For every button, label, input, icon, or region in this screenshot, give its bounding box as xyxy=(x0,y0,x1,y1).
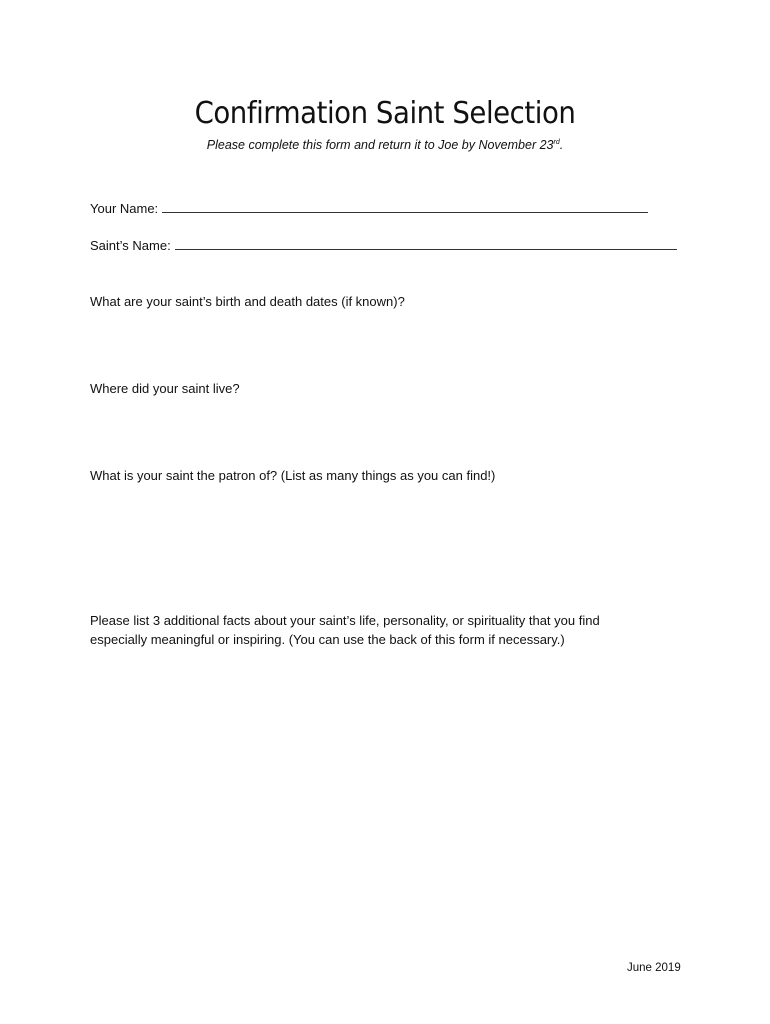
your-name-label: Your Name: xyxy=(90,201,159,216)
footer-date: June 2019 xyxy=(627,962,681,974)
instructions-ordinal-suffix: rd xyxy=(553,138,560,146)
question-saint-location: Where did your saint live? xyxy=(90,381,240,396)
saints-name-label: Saint’s Name: xyxy=(90,238,171,253)
instructions-period: . xyxy=(559,138,564,152)
saints-name-input-line[interactable] xyxy=(175,237,677,250)
your-name-input-line[interactable] xyxy=(162,200,648,213)
form-title: Confirmation Saint Selection xyxy=(194,96,576,131)
question-birth-death-dates: What are your saint’s birth and death dates (if known)? xyxy=(90,294,405,309)
your-name-field[interactable] xyxy=(90,200,648,216)
question-patronage: What is your saint the patron of? (List as many things as you can find!) xyxy=(90,468,496,483)
question-additional-facts: Please list 3 additional facts about your saint’s life, personality, or spirituality that you find especially meaningful or inspiring. (You can use the back of this form if necessary.) xyxy=(90,613,600,647)
saints-name-field[interactable] xyxy=(90,237,677,253)
form-instructions xyxy=(0,138,770,152)
instructions-text: Please complete this form and return it to Joe by November 23 xyxy=(206,138,554,152)
